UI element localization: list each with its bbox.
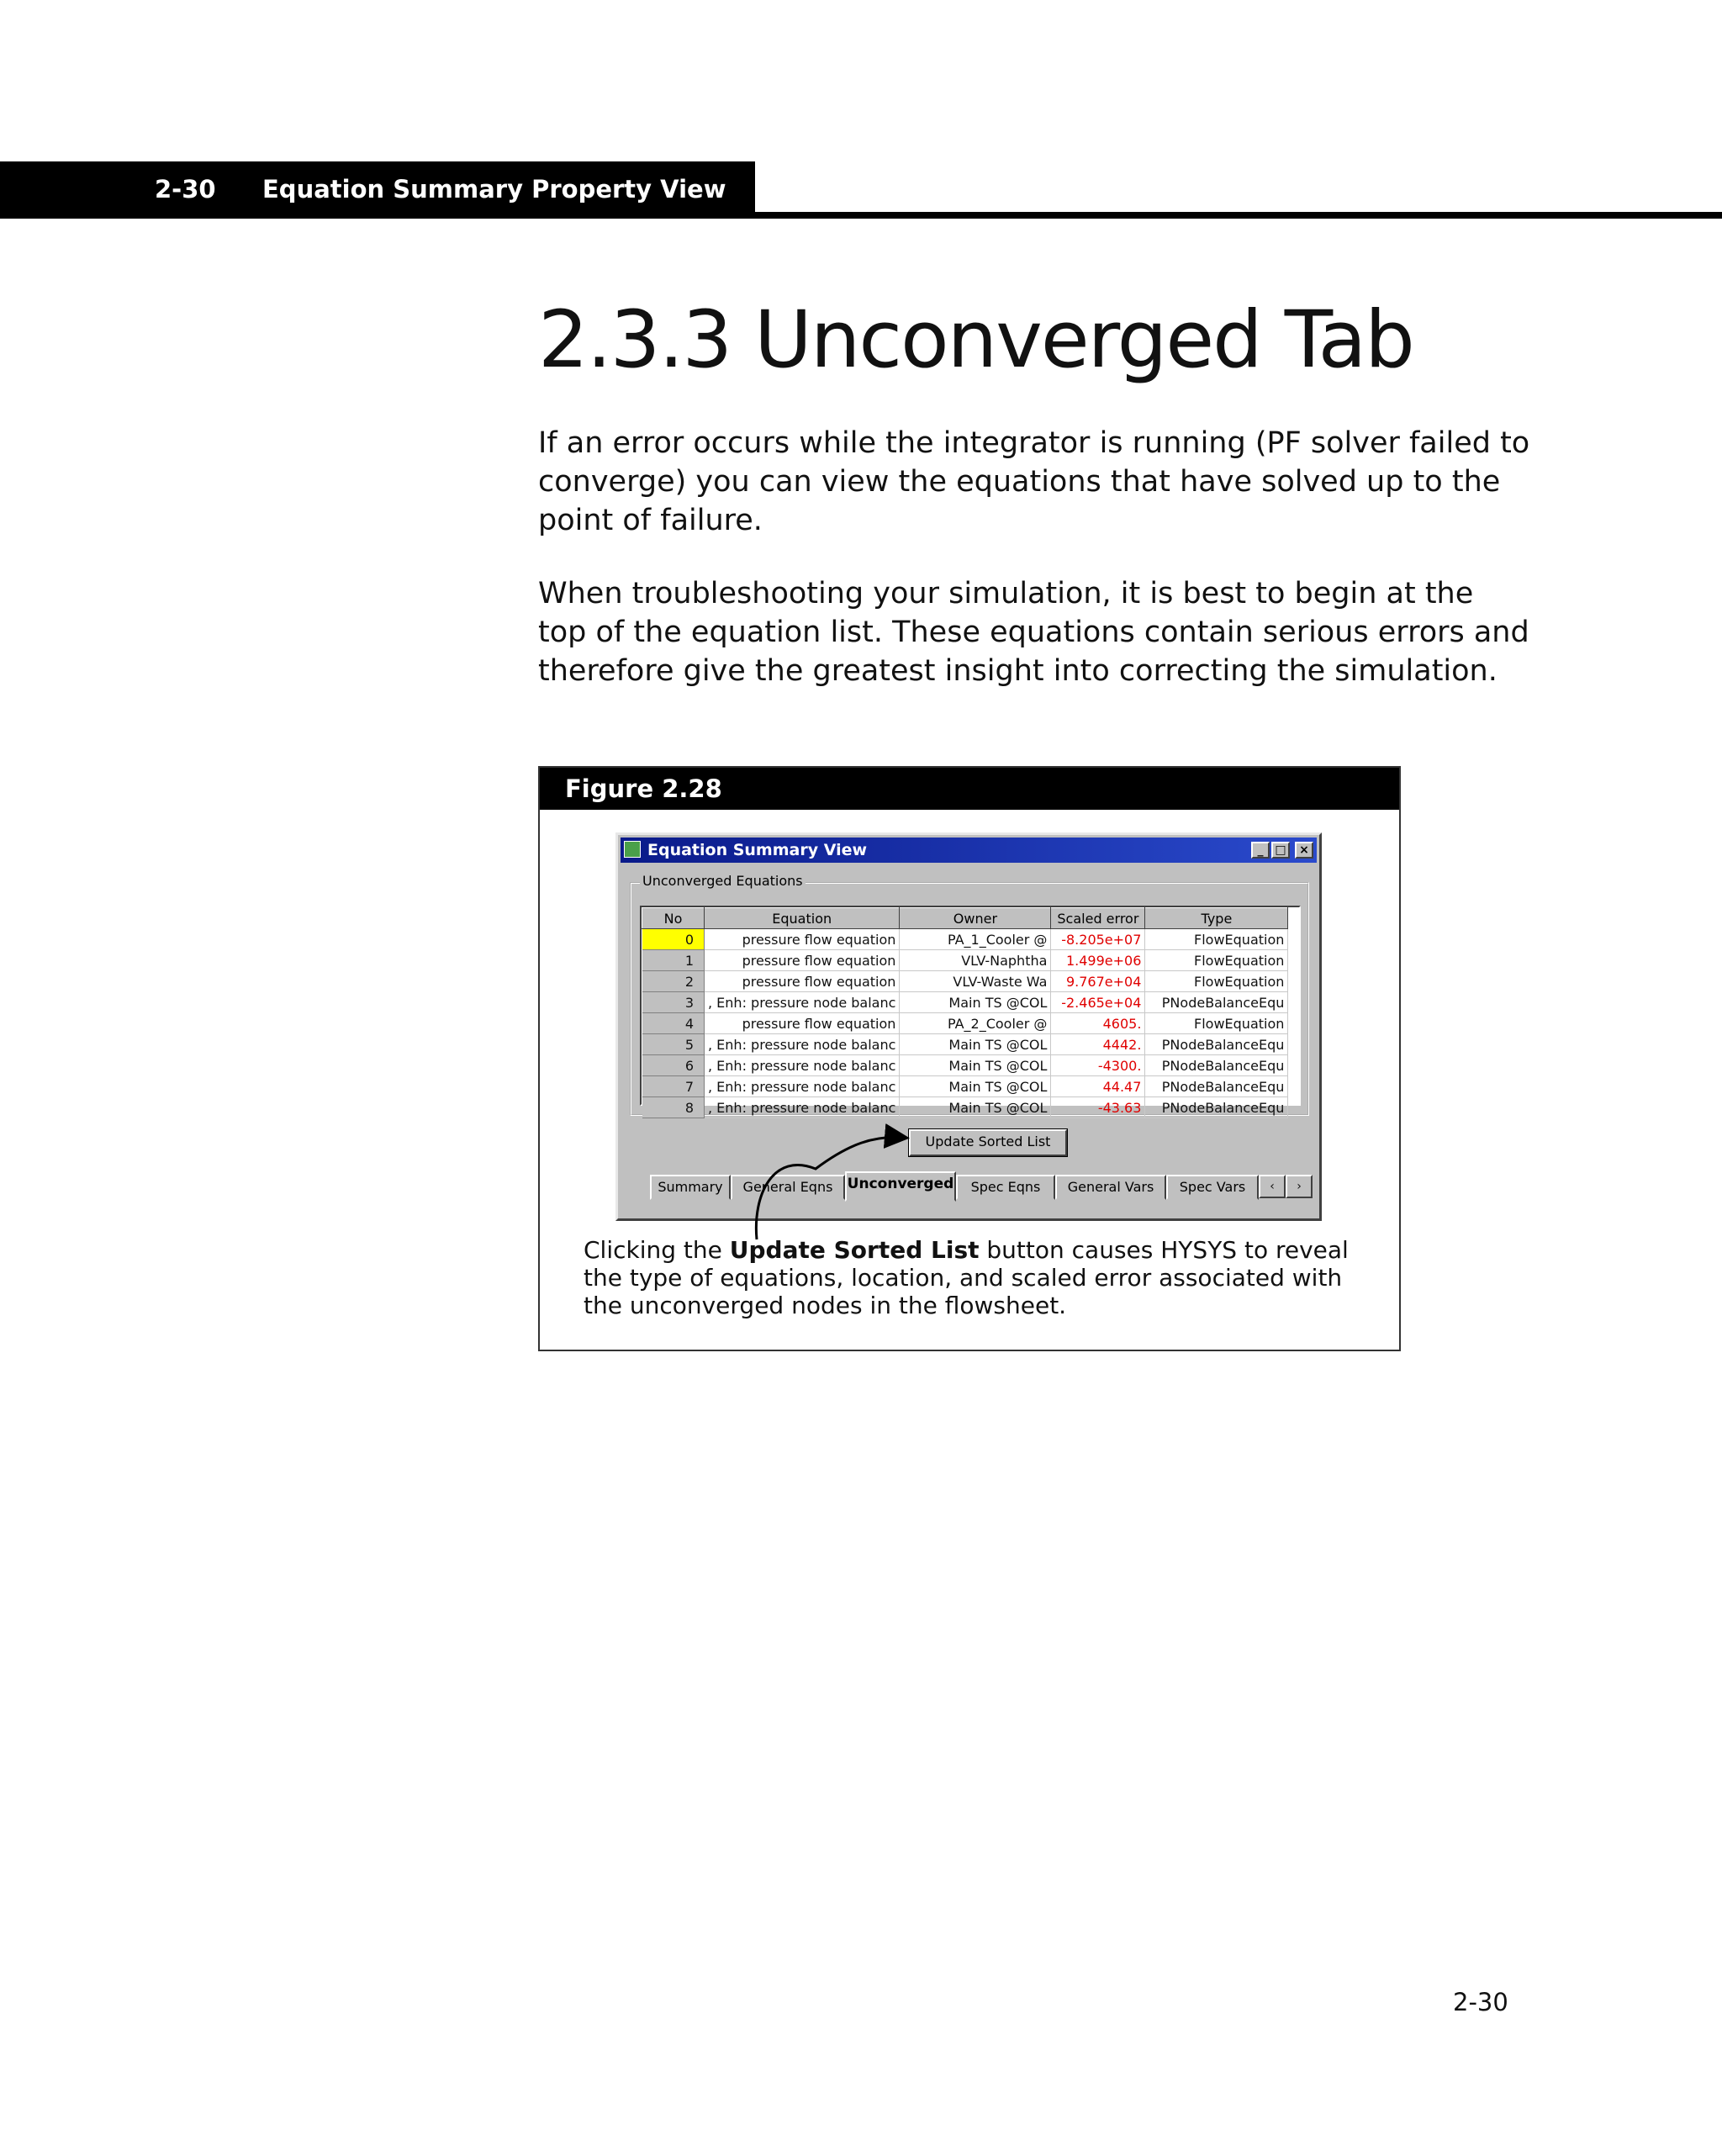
row-number[interactable]: 4 — [642, 1013, 705, 1034]
row-number[interactable]: 3 — [642, 992, 705, 1013]
column-header-owner[interactable]: Owner — [900, 908, 1051, 929]
scaled-error-cell[interactable]: -2.465e+04 — [1051, 992, 1145, 1013]
equation-grid[interactable] — [640, 906, 1301, 1116]
header-page-ref: 2-30 — [155, 175, 216, 203]
tab-summary[interactable]: Summary — [650, 1175, 731, 1200]
column-header-scaled-error[interactable]: Scaled error — [1051, 908, 1145, 929]
equation-cell[interactable]: , Enh: pressure node balanc — [705, 1055, 900, 1076]
type-cell[interactable]: PNodeBalanceEqu — [1145, 1055, 1288, 1076]
window-title: Equation Summary View — [647, 841, 868, 859]
row-number[interactable]: 2 — [642, 971, 705, 992]
tab-general-vars[interactable]: General Vars — [1055, 1175, 1166, 1200]
row-number[interactable]: 6 — [642, 1055, 705, 1076]
owner-cell[interactable]: Main TS @COL — [900, 1076, 1051, 1097]
table-row[interactable] — [642, 950, 1288, 971]
caption-prefix: Clicking the — [584, 1236, 730, 1264]
table-row[interactable] — [642, 992, 1288, 1013]
column-header-equation[interactable]: Equation — [705, 908, 900, 929]
paragraph-2: When troubleshooting your simulation, it is best to begin at the top of the equation list. These equations contain serious errors and therefore give the greatest insight into correcting the simulation. — [538, 577, 1529, 688]
table-row[interactable] — [642, 971, 1288, 992]
group-label: Unconverged Equations — [640, 873, 806, 889]
type-cell[interactable]: PNodeBalanceEqu — [1145, 1097, 1288, 1118]
scaled-error-cell[interactable]: 44.47 — [1051, 1076, 1145, 1097]
owner-cell[interactable]: PA_1_Cooler @ — [900, 929, 1051, 950]
type-cell[interactable]: FlowEquation — [1145, 971, 1288, 992]
scaled-error-cell[interactable]: -43.63 — [1051, 1097, 1145, 1118]
equation-cell[interactable]: pressure flow equation — [705, 950, 900, 971]
equation-summary-window — [615, 832, 1322, 1221]
scaled-error-cell[interactable]: -4300. — [1051, 1055, 1145, 1076]
column-header-type[interactable]: Type — [1145, 908, 1288, 929]
equation-cell[interactable]: pressure flow equation — [705, 1013, 900, 1034]
tab-unconverged[interactable]: Unconverged — [845, 1171, 956, 1202]
scaled-error-cell[interactable]: 1.499e+06 — [1051, 950, 1145, 971]
owner-cell[interactable]: Main TS @COL — [900, 1097, 1051, 1118]
app-icon — [624, 841, 641, 858]
owner-cell[interactable]: Main TS @COL — [900, 1055, 1051, 1076]
equation-cell[interactable]: , Enh: pressure node balanc — [705, 992, 900, 1013]
tab-spec-vars[interactable]: Spec Vars — [1166, 1175, 1259, 1200]
header-section-title: Equation Summary Property View — [262, 175, 726, 203]
row-number[interactable]: 5 — [642, 1034, 705, 1055]
page-number: 2-30 — [1453, 1988, 1508, 2016]
scaled-error-cell[interactable]: 4605. — [1051, 1013, 1145, 1034]
tab-strip — [650, 1173, 1314, 1203]
type-cell[interactable]: PNodeBalanceEqu — [1145, 1076, 1288, 1097]
table-row[interactable] — [642, 929, 1288, 950]
type-cell[interactable]: FlowEquation — [1145, 1013, 1288, 1034]
update-sorted-list-button[interactable]: Update Sorted List — [909, 1129, 1067, 1156]
row-number[interactable]: 0 — [642, 929, 705, 950]
row-number[interactable]: 7 — [642, 1076, 705, 1097]
owner-cell[interactable]: PA_2_Cooler @ — [900, 1013, 1051, 1034]
owner-cell[interactable]: VLV-Naphtha — [900, 950, 1051, 971]
equation-cell[interactable]: , Enh: pressure node balanc — [705, 1076, 900, 1097]
scaled-error-cell[interactable]: 9.767e+04 — [1051, 971, 1145, 992]
table-row[interactable] — [642, 1097, 1288, 1118]
column-header-no[interactable]: No — [642, 908, 705, 929]
equation-cell[interactable]: pressure flow equation — [705, 971, 900, 992]
scaled-error-cell[interactable]: -8.205e+07 — [1051, 929, 1145, 950]
row-number[interactable]: 1 — [642, 950, 705, 971]
equation-cell[interactable]: , Enh: pressure node balanc — [705, 1097, 900, 1118]
equation-cell[interactable]: , Enh: pressure node balanc — [705, 1034, 900, 1055]
tab-scroll-left-icon[interactable]: ‹ — [1259, 1175, 1286, 1198]
owner-cell[interactable]: Main TS @COL — [900, 1034, 1051, 1055]
table-row[interactable] — [642, 1055, 1288, 1076]
type-cell[interactable]: PNodeBalanceEqu — [1145, 992, 1288, 1013]
close-icon[interactable]: × — [1295, 842, 1313, 859]
tab-spec-eqns[interactable]: Spec Eqns — [956, 1175, 1055, 1200]
type-cell[interactable]: PNodeBalanceEqu — [1145, 1034, 1288, 1055]
minimize-icon[interactable]: _ — [1251, 842, 1270, 859]
figure-caption — [584, 1236, 1374, 1319]
owner-cell[interactable]: Main TS @COL — [900, 992, 1051, 1013]
equation-cell[interactable]: pressure flow equation — [705, 929, 900, 950]
window-titlebar[interactable] — [621, 838, 1317, 863]
tab-scroll-right-icon[interactable]: › — [1286, 1175, 1313, 1198]
paragraph-1: If an error occurs while the integrator is running (PF solver failed to converge) you can view the equations that have solved up to the point of failure. — [538, 426, 1530, 537]
type-cell[interactable]: FlowEquation — [1145, 950, 1288, 971]
tab-general-eqns[interactable]: General Eqns — [731, 1175, 845, 1200]
caption-suffix: button causes HYSYS to reveal the type of equations, location, and scaled error associated with the unconverged nodes in the flowsheet. — [584, 1236, 1349, 1319]
figure-label: Figure 2.28 — [540, 768, 1399, 810]
type-cell[interactable]: FlowEquation — [1145, 929, 1288, 950]
table-row[interactable] — [642, 1034, 1288, 1055]
table-row[interactable] — [642, 1013, 1288, 1034]
scaled-error-cell[interactable]: 4442. — [1051, 1034, 1145, 1055]
caption-bold: Update Sorted List — [729, 1236, 980, 1264]
maximize-icon[interactable]: □ — [1271, 842, 1290, 859]
header-rule — [0, 212, 1722, 219]
owner-cell[interactable]: VLV-Waste Wa — [900, 971, 1051, 992]
table-row[interactable] — [642, 1076, 1288, 1097]
row-number[interactable]: 8 — [642, 1097, 705, 1118]
section-title: 2.3.3 Unconverged Tab — [538, 294, 1413, 386]
